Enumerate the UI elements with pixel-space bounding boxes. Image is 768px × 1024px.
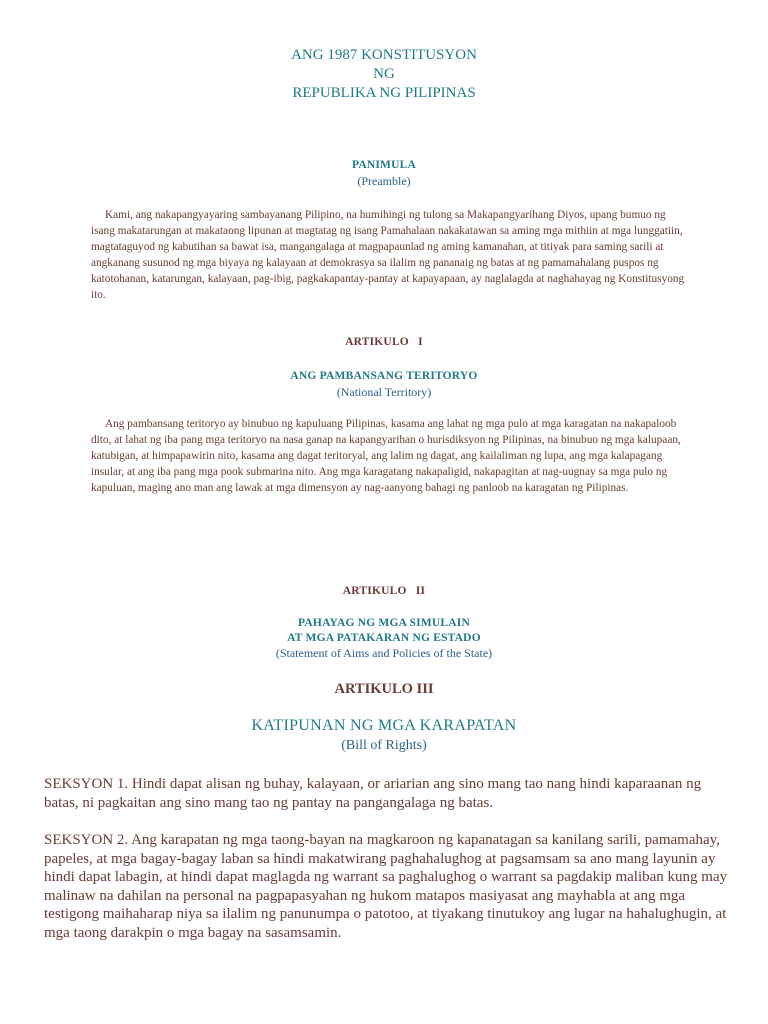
article-3-subheading: (Bill of Rights): [341, 738, 427, 753]
article-3-label: ARTIKULO III: [334, 681, 434, 697]
article-1-heading-block: [0, 368, 768, 400]
article-3-heading-block: [0, 716, 768, 756]
article-2-heading-line-1: PAHAYAG NG MGA SIMULAIN: [298, 617, 470, 629]
article-3-heading: KATIPUNAN NG MGA KARAPATAN: [251, 717, 517, 734]
section-1-text: SEKSYON 1. Hindi dapat alisan ng buhay, kalayaan, or ariarian ang sino mang tao nang hindi kaparaanan ng batas, ni pagkaitan ang sino mang tao ng pantay na pangangalaga ng batas.: [44, 776, 702, 811]
preamble-subheading: (Preamble): [357, 174, 411, 188]
title-line-3: REPUBLIKA NG PILIPINAS: [292, 85, 476, 101]
title-line-2: NG: [373, 66, 395, 82]
title-line-1: ANG 1987 KONSTITUSYON: [291, 47, 477, 63]
article-2-label: ARTIKULO II: [342, 585, 426, 597]
article-1-text: Ang pambansang teritoryo ay binubuo ng kapuluang Pilipinas, kasama ang lahat ng mga pulo at mga karagatan na nakapaloob dito, at lahat ng iba pang mga teritoryo na nasa ganap na kapangyarihan o hurisdiksyon ng Pilipinas, na binubuo ng mga kalupaan, katubigan, at himpapawirin nito, kasama ang dagat teritoryal, ang lalim ng dagat, ang kailaliman ng lupa, ang mga kalapagang insular, at ang iba pang mga pook submarina nito. Ang mga karagatang nakapaligid, nakapagitan at nag-uugnay sa mga pulo ng kapuluan, maging ano man ang lawak at mga dimensyon ay nag-aanyong bahagi ng panloob na karagatan ng Pilipinas.: [91, 418, 681, 494]
article-1-label: ARTIKULO I: [345, 336, 423, 348]
preamble-heading-block: [0, 157, 768, 189]
document-title: [0, 46, 768, 103]
preamble-heading: PANIMULA: [352, 159, 416, 171]
section-2-text: SEKSYON 2. Ang karapatan ng mga taong-bayan na magkaroon ng kapanatagan sa kanilang sarili, pamamahay, papeles, at mga bagay-bagay laban sa hindi makatwirang paghahalughog at pagsamsam sa ano mang layunin ay hindi dapat labagin, at hindi dapat maglagda ng warrant sa paghalughog o warrant sa pagdakip maliban kung may malinaw na dahilan na personal na pagpapasyahan ng hukom matapos masiyasat ang mayhabla at ang mga testigong maihaharap niya sa ilalim ng panunumpa o patotoo, at tiyakang tinutukoy ang lugar na hahalughugin, at mga taong darakpin o mga bagay na sasamsamin.: [44, 832, 728, 941]
preamble-text: Kami, ang nakapangyayaring sambayanang Pilipino, na humihingi ng tulong sa Makapangyarihang Diyos, upang bumuo ng isang makatarungan at makataong lipunan at magtatag ng isang Pamahalaan nakakatawan sa aming mga mithiin at mga lunggatiin, magtataguyod ng kabutihan sa bawat isa, mangangalaga at magpapaunlad ng aming kamanahan, at titiyak para saming sarili at angkanang susunod ng mga biyaya ng kalayaan at demokrasya sa ilalim ng pananaig ng batas at ng pamamahalang puspos ng katotohanan, katarungan, kalayaan, pag-ibig, pagkakapantay-pantay at kapayapaan, ay naglalagda at naghahayag ng Konstitusyong ito.: [91, 209, 685, 301]
article-2-subheading: (Statement of Aims and Policies of the State): [275, 646, 493, 660]
article-2-heading-block: [0, 616, 768, 661]
article-1-subheading: (National Territory): [336, 385, 432, 399]
article-1-heading: ANG PAMBANSANG TERITORYO: [290, 370, 478, 382]
article-2-heading-line-2: AT MGA PATAKARAN NG ESTADO: [287, 632, 481, 644]
